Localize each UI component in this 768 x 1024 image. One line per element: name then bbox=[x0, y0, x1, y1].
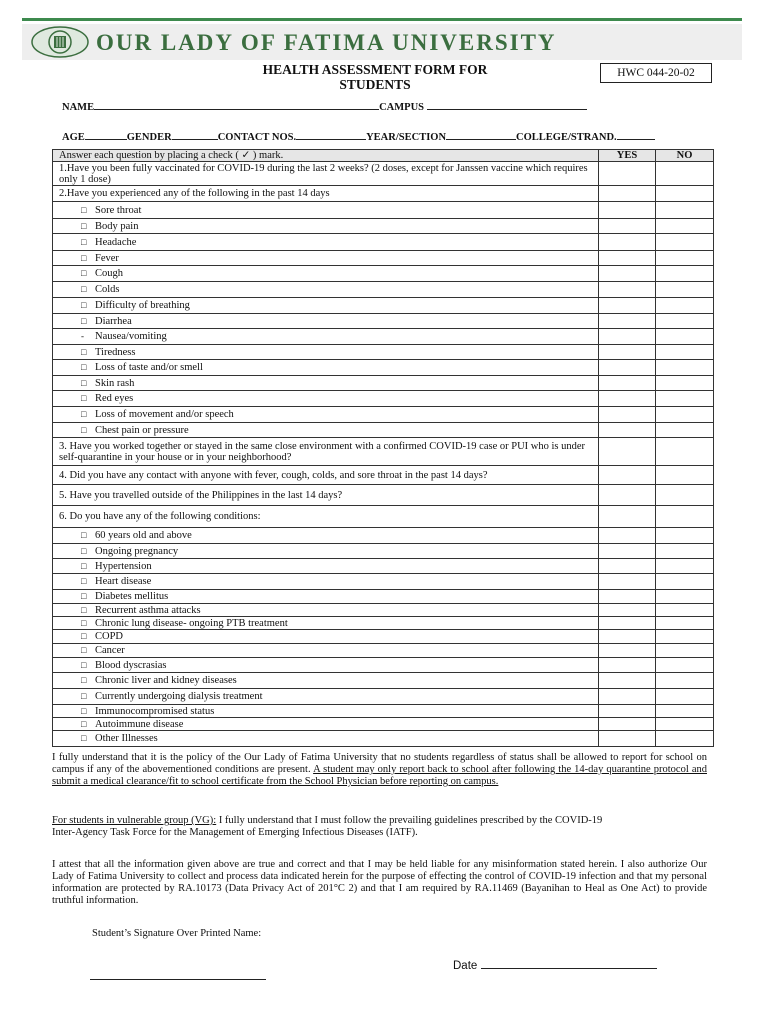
gender-field[interactable] bbox=[172, 129, 218, 140]
row-label: Currently undergoing dialysis treatment bbox=[95, 691, 263, 702]
question-row-2 bbox=[53, 186, 714, 202]
yes-checkbox-cell[interactable] bbox=[599, 314, 656, 329]
yes-checkbox-cell[interactable] bbox=[599, 617, 656, 630]
yes-checkbox-cell[interactable] bbox=[599, 438, 656, 466]
yes-checkbox-cell[interactable] bbox=[599, 407, 656, 423]
row-label: Cancer bbox=[95, 645, 125, 656]
no-checkbox-cell[interactable] bbox=[656, 658, 714, 673]
no-checkbox-cell[interactable] bbox=[656, 617, 714, 630]
checkbox-icon: □ bbox=[81, 362, 87, 372]
condition-row bbox=[53, 630, 714, 644]
policy-paragraph bbox=[52, 752, 707, 788]
no-checkbox-cell[interactable] bbox=[656, 574, 714, 590]
date-field[interactable] bbox=[481, 968, 657, 969]
yes-checkbox-cell[interactable] bbox=[599, 528, 656, 544]
assessment-table bbox=[52, 149, 714, 747]
checkbox-icon: □ bbox=[81, 675, 87, 685]
contact-field[interactable] bbox=[296, 129, 366, 140]
no-checkbox-cell[interactable] bbox=[656, 329, 714, 345]
checkbox-icon: □ bbox=[81, 315, 87, 326]
row-label: Autoimmune disease bbox=[95, 718, 184, 730]
attest-paragraph: I attest that all the information given above are true and correct and that I may be held liable for any misinformation stated herein. I also authorize Our Lady of Fatima University to collect and process data indicated herein for the purpose of effecting the control of COVID-19 infection and that my personal information are protected by RA.10173 (Data Privacy Act of 201°C 2) and that I am required by RA.11469 (Bayanihan to Heal as One Act) to provide truthful information. bbox=[52, 859, 707, 906]
vg-paragraph bbox=[52, 815, 707, 839]
symptom-row bbox=[53, 391, 714, 407]
symptom-row bbox=[53, 360, 714, 376]
form-code: HWC 044-20-02 bbox=[600, 63, 712, 83]
row-label: Other Illnesses bbox=[95, 733, 158, 744]
no-checkbox-cell[interactable] bbox=[656, 590, 714, 604]
row-label: Recurrent asthma attacks bbox=[95, 604, 201, 616]
no-checkbox-cell[interactable] bbox=[656, 673, 714, 689]
condition-row bbox=[53, 731, 714, 747]
symptom-row bbox=[53, 251, 714, 266]
row-label: Diabetes mellitus bbox=[95, 591, 169, 602]
row-label: COPD bbox=[95, 631, 124, 642]
condition-row bbox=[53, 528, 714, 544]
yes-checkbox-cell[interactable] bbox=[599, 391, 656, 407]
symptom-row bbox=[53, 202, 714, 219]
no-checkbox-cell[interactable] bbox=[656, 202, 714, 219]
campus-label: CAMPUS bbox=[379, 102, 425, 113]
condition-row bbox=[53, 559, 714, 574]
contact-label: CONTACT NOS. bbox=[217, 132, 297, 143]
no-checkbox-cell[interactable] bbox=[656, 266, 714, 282]
checkbox-icon: □ bbox=[81, 409, 87, 419]
question-row-6 bbox=[53, 506, 714, 528]
checkbox-icon: □ bbox=[81, 631, 87, 641]
symptom-row bbox=[53, 345, 714, 360]
no-checkbox-cell[interactable] bbox=[656, 485, 714, 506]
yes-checkbox-cell[interactable] bbox=[599, 298, 656, 314]
checkbox-icon: □ bbox=[81, 645, 87, 655]
vg-text-2: Inter-Agency Task Force for the Management of Emerging Infectious Diseases (IATF). bbox=[52, 827, 418, 838]
yes-checkbox-cell[interactable] bbox=[599, 689, 656, 705]
yes-checkbox-cell[interactable] bbox=[599, 329, 656, 345]
no-checkbox-cell[interactable] bbox=[656, 506, 714, 528]
checkbox-icon: - bbox=[81, 331, 84, 341]
condition-row bbox=[53, 544, 714, 559]
row-label: Diarrhea bbox=[95, 315, 132, 327]
row-label: Tiredness bbox=[95, 346, 136, 358]
yes-header: YES bbox=[599, 150, 656, 162]
age-field[interactable] bbox=[85, 129, 127, 140]
no-checkbox-cell[interactable] bbox=[656, 407, 714, 423]
row-label: 1.Have you been fully vaccinated for COVID-19 during the last 2 weeks? (2 doses, except for Janssen vaccine which requires only 1 dose) bbox=[59, 162, 588, 185]
row-label: Loss of taste and/or smell bbox=[95, 362, 203, 373]
row-label: Ongoing pregnancy bbox=[95, 545, 179, 557]
question-row-1 bbox=[53, 162, 714, 186]
vg-text: I fully understand that I must follow the prevailing guidelines prescribed by the COVID-19 bbox=[216, 815, 603, 826]
yes-checkbox-cell[interactable] bbox=[599, 266, 656, 282]
row-label: 3. Have you worked together or stayed in the same close environment with a confirmed COVID-19 case or PUI who is under self-quarantine in your house or in your neighborhood? bbox=[59, 440, 586, 463]
yes-checkbox-cell[interactable] bbox=[599, 376, 656, 391]
row-label: Heart disease bbox=[95, 576, 152, 587]
college-strand-field[interactable] bbox=[617, 129, 655, 140]
name-field[interactable] bbox=[94, 99, 379, 110]
yes-checkbox-cell[interactable] bbox=[599, 718, 656, 731]
no-checkbox-cell[interactable] bbox=[656, 186, 714, 202]
checkbox-icon: □ bbox=[81, 705, 87, 716]
no-checkbox-cell[interactable] bbox=[656, 438, 714, 466]
checkbox-icon: □ bbox=[81, 560, 87, 571]
no-checkbox-cell[interactable] bbox=[656, 391, 714, 407]
no-checkbox-cell[interactable] bbox=[656, 559, 714, 574]
checkbox-icon: □ bbox=[81, 733, 87, 743]
row-label: Difficulty of breathing bbox=[95, 300, 190, 311]
yes-checkbox-cell[interactable] bbox=[599, 360, 656, 376]
date-label: Date bbox=[453, 960, 478, 972]
question-row-3 bbox=[53, 438, 714, 466]
form-title bbox=[210, 62, 540, 92]
checkbox-icon: □ bbox=[81, 300, 87, 310]
checkbox-icon: □ bbox=[81, 377, 87, 388]
yes-checkbox-cell[interactable] bbox=[599, 630, 656, 644]
checkbox-icon: □ bbox=[81, 252, 87, 263]
question-row-4 bbox=[53, 466, 714, 485]
no-checkbox-cell[interactable] bbox=[656, 298, 714, 314]
row-label: Headache bbox=[95, 236, 137, 248]
header-rule bbox=[22, 18, 742, 21]
no-checkbox-cell[interactable] bbox=[656, 705, 714, 718]
college-strand-label: COLLEGE/STRAND. bbox=[516, 132, 617, 143]
no-checkbox-cell[interactable] bbox=[656, 718, 714, 731]
symptom-row bbox=[53, 219, 714, 234]
checkbox-icon: □ bbox=[81, 659, 87, 670]
condition-row bbox=[53, 604, 714, 617]
yes-checkbox-cell[interactable] bbox=[599, 731, 656, 747]
checkbox-icon: □ bbox=[81, 604, 87, 615]
condition-row bbox=[53, 718, 714, 731]
no-checkbox-cell[interactable] bbox=[656, 360, 714, 376]
checkbox-icon: □ bbox=[81, 236, 87, 247]
yes-checkbox-cell[interactable] bbox=[599, 590, 656, 604]
university-name: OUR LADY OF FATIMA UNIVERSITY bbox=[96, 30, 557, 55]
form-title-line2: STUDENTS bbox=[339, 77, 411, 92]
row-label: 5. Have you travelled outside of the Philippines in the last 14 days? bbox=[59, 489, 343, 501]
yes-checkbox-cell[interactable] bbox=[599, 282, 656, 298]
condition-row bbox=[53, 673, 714, 689]
yes-checkbox-cell[interactable] bbox=[599, 345, 656, 360]
row-label: 4. Did you have any contact with anyone with fever, cough, colds, and sore throat in the past 14 days? bbox=[59, 469, 488, 481]
condition-row bbox=[53, 644, 714, 658]
no-checkbox-cell[interactable] bbox=[656, 423, 714, 438]
yes-checkbox-cell[interactable] bbox=[599, 544, 656, 559]
row-label: Chest pain or pressure bbox=[95, 424, 189, 436]
gender-label: GENDER bbox=[126, 132, 172, 143]
no-checkbox-cell[interactable] bbox=[656, 162, 714, 186]
symptom-row bbox=[53, 282, 714, 298]
yes-checkbox-cell[interactable] bbox=[599, 658, 656, 673]
symptom-row bbox=[53, 376, 714, 391]
checkbox-icon: □ bbox=[81, 530, 87, 540]
symptom-row bbox=[53, 423, 714, 438]
yes-checkbox-cell[interactable] bbox=[599, 673, 656, 689]
checkbox-icon: □ bbox=[81, 220, 87, 231]
checkbox-icon: □ bbox=[81, 204, 87, 215]
name-label: NAME bbox=[62, 102, 95, 113]
details-line bbox=[62, 129, 655, 143]
row-label: Colds bbox=[95, 284, 120, 295]
no-header: NO bbox=[656, 150, 714, 162]
university-seal-icon bbox=[30, 26, 90, 58]
symptom-row bbox=[53, 298, 714, 314]
checkbox-icon: □ bbox=[81, 718, 87, 729]
checkbox-icon: □ bbox=[81, 346, 87, 357]
yes-checkbox-cell[interactable] bbox=[599, 219, 656, 234]
campus-field[interactable] bbox=[427, 99, 587, 110]
checkbox-icon: □ bbox=[81, 393, 87, 403]
row-label: Hypertension bbox=[95, 560, 152, 572]
date-block bbox=[453, 960, 657, 972]
no-checkbox-cell[interactable] bbox=[656, 604, 714, 617]
signature-line[interactable] bbox=[90, 979, 266, 980]
no-checkbox-cell[interactable] bbox=[656, 689, 714, 705]
name-campus-line bbox=[62, 99, 587, 113]
condition-row bbox=[53, 658, 714, 673]
vg-label: For students in vulnerable group (VG): bbox=[52, 815, 217, 826]
yes-checkbox-cell[interactable] bbox=[599, 466, 656, 485]
no-checkbox-cell[interactable] bbox=[656, 466, 714, 485]
checkbox-icon: □ bbox=[81, 424, 87, 435]
symptom-row bbox=[53, 266, 714, 282]
yes-checkbox-cell[interactable] bbox=[599, 506, 656, 528]
no-checkbox-cell[interactable] bbox=[656, 345, 714, 360]
condition-row bbox=[53, 689, 714, 705]
row-label: Body pain bbox=[95, 220, 139, 232]
row-label: Skin rash bbox=[95, 377, 135, 389]
no-checkbox-cell[interactable] bbox=[656, 282, 714, 298]
yes-checkbox-cell[interactable] bbox=[599, 604, 656, 617]
no-checkbox-cell[interactable] bbox=[656, 528, 714, 544]
no-checkbox-cell[interactable] bbox=[656, 314, 714, 329]
yes-checkbox-cell[interactable] bbox=[599, 574, 656, 590]
no-checkbox-cell[interactable] bbox=[656, 644, 714, 658]
table-header-row bbox=[53, 150, 714, 162]
condition-row bbox=[53, 590, 714, 604]
no-checkbox-cell[interactable] bbox=[656, 251, 714, 266]
no-checkbox-cell[interactable] bbox=[656, 219, 714, 234]
condition-row bbox=[53, 574, 714, 590]
checkbox-icon: □ bbox=[81, 591, 87, 601]
row-label: 60 years old and above bbox=[95, 530, 192, 541]
yes-checkbox-cell[interactable] bbox=[599, 162, 656, 186]
row-label: 2.Have you experienced any of the following in the past 14 days bbox=[59, 188, 330, 199]
question-row-5 bbox=[53, 485, 714, 506]
row-label: 6. Do you have any of the following conditions: bbox=[59, 511, 261, 522]
year-section-label: YEAR/SECTION bbox=[366, 132, 447, 143]
age-label: AGE bbox=[62, 132, 85, 143]
yes-checkbox-cell[interactable] bbox=[599, 423, 656, 438]
row-label: Nausea/vomiting bbox=[95, 331, 167, 342]
row-label: Immunocompromised status bbox=[95, 705, 215, 717]
checkbox-icon: □ bbox=[81, 576, 87, 586]
condition-row bbox=[53, 617, 714, 630]
signature-label: Student’s Signature Over Printed Name: bbox=[92, 928, 262, 939]
yes-checkbox-cell[interactable] bbox=[599, 186, 656, 202]
symptom-row bbox=[53, 407, 714, 423]
no-checkbox-cell[interactable] bbox=[656, 731, 714, 747]
instruction-text: Answer each question by placing a check ( ✓ ) mark. bbox=[53, 150, 599, 162]
no-checkbox-cell[interactable] bbox=[656, 376, 714, 391]
checkbox-icon: □ bbox=[81, 545, 87, 556]
row-label: Red eyes bbox=[95, 393, 134, 404]
no-checkbox-cell[interactable] bbox=[656, 544, 714, 559]
checkbox-icon: □ bbox=[81, 617, 87, 628]
symptom-row bbox=[53, 314, 714, 329]
condition-row bbox=[53, 705, 714, 718]
row-label: Blood dyscrasias bbox=[95, 659, 167, 671]
symptom-row bbox=[53, 234, 714, 251]
year-section-field[interactable] bbox=[446, 129, 516, 140]
no-checkbox-cell[interactable] bbox=[656, 234, 714, 251]
row-label: Fever bbox=[95, 252, 119, 264]
yes-checkbox-cell[interactable] bbox=[599, 559, 656, 574]
yes-checkbox-cell[interactable] bbox=[599, 705, 656, 718]
yes-checkbox-cell[interactable] bbox=[599, 485, 656, 506]
symptom-row bbox=[53, 329, 714, 345]
policy-text: I fully understand that it is the policy of the Our Lady of Fatima University that no students regardless of status shall be allowed to report for school on campus if any of the abovementioned conditions are present. bbox=[52, 752, 707, 775]
form-title-line1: HEALTH ASSESSMENT FORM FOR bbox=[262, 62, 488, 77]
checkbox-icon: □ bbox=[81, 284, 87, 294]
policy-underlined: A student may only report back to school after following the 14-day quarantine protocol and submit a medical clearance/fit to school certificate from the School Physician before reporting on campus. bbox=[52, 764, 707, 787]
yes-checkbox-cell[interactable] bbox=[599, 251, 656, 266]
yes-checkbox-cell[interactable] bbox=[599, 644, 656, 658]
row-label: Chronic liver and kidney diseases bbox=[95, 675, 237, 686]
checkbox-icon: □ bbox=[81, 268, 87, 278]
yes-checkbox-cell[interactable] bbox=[599, 202, 656, 219]
row-label: Chronic lung disease- ongoing PTB treatment bbox=[95, 617, 288, 629]
no-checkbox-cell[interactable] bbox=[656, 630, 714, 644]
row-label: Loss of movement and/or speech bbox=[95, 409, 234, 420]
row-label: Sore throat bbox=[95, 204, 142, 216]
row-label: Cough bbox=[95, 268, 124, 279]
yes-checkbox-cell[interactable] bbox=[599, 234, 656, 251]
checkbox-icon: □ bbox=[81, 691, 87, 701]
